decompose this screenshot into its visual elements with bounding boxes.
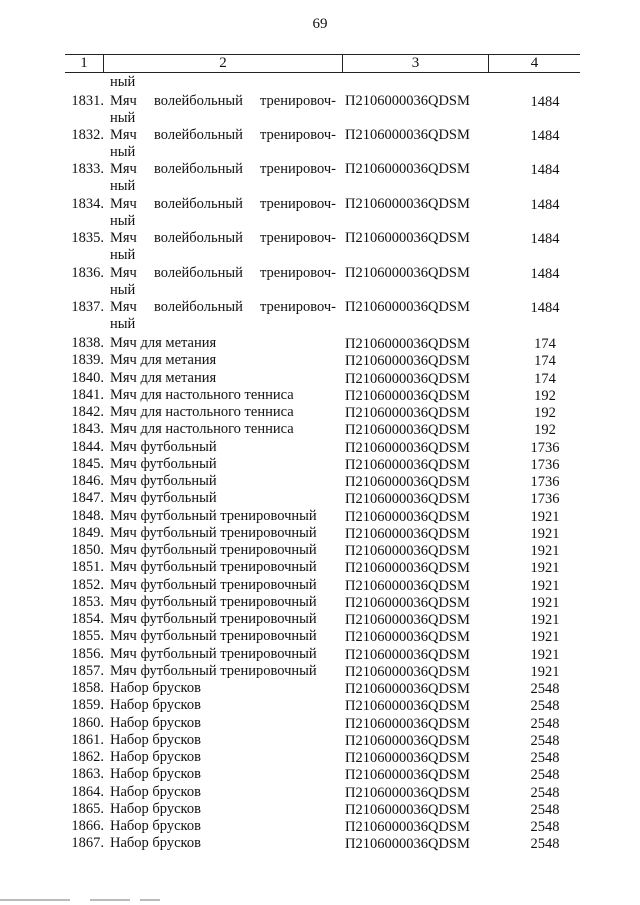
item-name: Мяч футбольный тренировочный (110, 662, 317, 679)
item-code: П2106000036QDSM (345, 387, 470, 404)
item-code: П2106000036QDSM (345, 819, 470, 835)
item-name: Мяч волейбольный тренировоч- (110, 127, 336, 143)
item-quantity: 192 (534, 405, 556, 421)
item-name: Мяч волейбольный тренировоч- (110, 299, 336, 315)
item-quantity: 2548 (530, 767, 560, 784)
item-name: Мяч футбольный тренировочный (110, 507, 317, 524)
row-number: 1865. (71, 800, 104, 817)
item-code: П2106000036QDSM (345, 161, 470, 177)
item-quantity: 174 (534, 353, 556, 370)
item-code: П2106000036QDSM (345, 422, 470, 439)
row-number: 1834. (71, 196, 104, 212)
row-number: 1836. (71, 265, 104, 281)
item-name: Набор брусков (110, 783, 201, 800)
item-quantity: 174 (534, 336, 556, 352)
item-name: Мяч футбольный тренировочный (110, 542, 317, 558)
item-code: П2106000036QDSM (345, 525, 470, 542)
row-number: 1864. (71, 783, 104, 800)
item-name: Набор брусков (110, 800, 201, 817)
item-code: П2106000036QDSM (345, 370, 470, 387)
item-name: Мяч футбольный тренировочный (110, 628, 317, 645)
item-name-continuation: ный (110, 110, 136, 126)
item-quantity: 1736 (530, 439, 560, 456)
row-number: 1857. (71, 662, 104, 679)
item-name: Мяч футбольный (110, 438, 217, 455)
item-name-continuation: ный (110, 178, 136, 194)
item-code: П2106000036QDSM (345, 646, 470, 663)
row-number: 1853. (71, 593, 104, 610)
row-number: 1841. (71, 386, 104, 403)
item-name: Мяч для настольного тенниса (110, 421, 294, 438)
item-code: П2106000036QDSM (345, 265, 470, 281)
header-col-2: 2 (104, 55, 343, 72)
item-quantity: 1484 (530, 162, 560, 178)
item-quantity: 1921 (530, 560, 560, 577)
item-name: Мяч волейбольный тренировоч- (110, 196, 336, 212)
item-name-continuation: ный (110, 213, 136, 229)
item-quantity: 1921 (530, 525, 560, 542)
item-code: П2106000036QDSM (345, 439, 470, 456)
item-code: П2106000036QDSM (345, 299, 470, 315)
row-number: 1846. (71, 473, 104, 489)
item-name: Мяч футбольный (110, 455, 217, 472)
item-code: П2106000036QDSM (345, 801, 470, 818)
item-code: П2106000036QDSM (345, 336, 470, 352)
page-number: 69 (312, 16, 328, 32)
item-code: П2106000036QDSM (345, 474, 470, 490)
item-name: Мяч для настольного тенниса (110, 404, 294, 420)
item-name: Мяч для метания (110, 352, 217, 369)
item-name: Мяч футбольный тренировочный (110, 593, 317, 610)
row-number: 1850. (71, 542, 104, 558)
row-number: 1840. (71, 369, 104, 386)
item-name: Мяч футбольный тренировочный (110, 645, 317, 662)
item-quantity: 2548 (530, 784, 560, 801)
item-name: Мяч волейбольный тренировоч- (110, 93, 336, 109)
item-code: П2106000036QDSM (345, 491, 470, 508)
item-code: П2106000036QDSM (345, 93, 470, 109)
continuation-text: ный (110, 74, 136, 90)
row-number: 1858. (71, 680, 104, 696)
row-number: 1847. (71, 490, 104, 507)
item-name: Мяч футбольный тренировочный (110, 559, 317, 576)
item-quantity: 1921 (530, 646, 560, 663)
item-name-continuation: ный (110, 282, 136, 298)
row-number: 1848. (71, 507, 104, 524)
item-quantity: 1484 (530, 300, 560, 316)
item-code: П2106000036QDSM (345, 715, 470, 732)
item-name: Мяч футбольный тренировочный (110, 576, 317, 593)
item-code: П2106000036QDSM (345, 681, 470, 697)
item-name: Набор брусков (110, 680, 201, 696)
item-name: Мяч волейбольный тренировоч- (110, 230, 336, 246)
row-number: 1851. (71, 559, 104, 576)
item-quantity: 1921 (530, 663, 560, 680)
item-code: П2106000036QDSM (345, 560, 470, 577)
item-quantity: 2548 (530, 715, 560, 732)
item-name: Мяч футбольный тренировочный (110, 611, 317, 627)
item-code: П2106000036QDSM (345, 629, 470, 646)
row-number: 1845. (71, 455, 104, 472)
item-code: П2106000036QDSM (345, 836, 470, 853)
item-name: Мяч для метания (110, 369, 217, 386)
item-name: Набор брусков (110, 714, 201, 731)
item-code: П2106000036QDSM (345, 353, 470, 370)
row-number: 1855. (71, 628, 104, 645)
item-name: Мяч для настольного тенниса (110, 386, 294, 403)
item-code: П2106000036QDSM (345, 508, 470, 525)
item-name: Набор брусков (110, 731, 201, 748)
item-quantity: 2548 (530, 698, 560, 715)
scan-edge-mark (0, 896, 640, 905)
row-number: 1863. (71, 766, 104, 783)
item-quantity: 1736 (530, 474, 560, 490)
row-number: 1861. (71, 731, 104, 748)
item-quantity: 1921 (530, 594, 560, 611)
row-number: 1835. (71, 230, 104, 246)
item-quantity: 2548 (530, 819, 560, 835)
item-name: Мяч для метания (110, 335, 217, 351)
item-name: Набор брусков (110, 766, 201, 783)
item-quantity: 2548 (530, 836, 560, 853)
item-code: П2106000036QDSM (345, 663, 470, 680)
item-quantity: 1921 (530, 543, 560, 559)
item-quantity: 2548 (530, 681, 560, 697)
row-number: 1837. (71, 299, 104, 315)
row-number: 1866. (71, 818, 104, 834)
row-number: 1862. (71, 749, 104, 765)
row-number: 1867. (71, 835, 104, 852)
item-quantity: 1484 (530, 128, 560, 144)
header-col-1: 1 (65, 55, 104, 72)
row-number: 1843. (71, 421, 104, 438)
item-name: Набор брусков (110, 835, 201, 852)
item-name: Набор брусков (110, 749, 201, 765)
row-number: 1831. (71, 93, 104, 109)
item-quantity: 2548 (530, 750, 560, 766)
row-number: 1859. (71, 697, 104, 714)
item-code: П2106000036QDSM (345, 405, 470, 421)
header-col-4: 4 (530, 55, 539, 71)
item-code: П2106000036QDSM (345, 577, 470, 594)
item-name: Мяч футбольный (110, 473, 217, 489)
item-quantity: 1921 (530, 629, 560, 646)
row-number: 1844. (71, 438, 104, 455)
item-quantity: 1484 (530, 231, 560, 247)
item-quantity: 192 (534, 387, 556, 404)
item-quantity: 1736 (530, 456, 560, 473)
item-code: П2106000036QDSM (345, 594, 470, 611)
item-name: Мяч волейбольный тренировоч- (110, 265, 336, 281)
row-number: 1854. (71, 611, 104, 627)
row-number: 1856. (71, 645, 104, 662)
row-number: 1839. (71, 352, 104, 369)
row-number: 1838. (71, 335, 104, 351)
item-quantity: 1484 (530, 94, 560, 110)
item-name: Мяч волейбольный тренировоч- (110, 161, 336, 177)
row-number: 1852. (71, 576, 104, 593)
item-code: П2106000036QDSM (345, 456, 470, 473)
item-quantity: 1921 (530, 577, 560, 594)
item-code: П2106000036QDSM (345, 767, 470, 784)
item-name-continuation: ный (110, 247, 136, 263)
item-quantity: 1484 (530, 266, 560, 282)
item-quantity: 1484 (530, 197, 560, 213)
item-name-continuation: ный (110, 144, 136, 160)
item-quantity: 174 (534, 370, 556, 387)
item-code: П2106000036QDSM (345, 230, 470, 246)
row-number: 1860. (71, 714, 104, 731)
item-code: П2106000036QDSM (345, 784, 470, 801)
row-number: 1842. (71, 404, 104, 420)
row-number: 1832. (71, 127, 104, 143)
item-quantity: 192 (534, 422, 556, 439)
item-quantity: 1736 (530, 491, 560, 508)
item-name: Мяч футбольный тренировочный (110, 524, 317, 541)
item-code: П2106000036QDSM (345, 127, 470, 143)
item-quantity: 1921 (530, 508, 560, 525)
item-quantity: 1921 (530, 612, 560, 628)
item-code: П2106000036QDSM (345, 732, 470, 749)
header-col-3: 3 (343, 55, 489, 72)
item-name: Набор брусков (110, 818, 201, 834)
item-code: П2106000036QDSM (345, 698, 470, 715)
item-code: П2106000036QDSM (345, 750, 470, 766)
item-code: П2106000036QDSM (345, 543, 470, 559)
item-name: Мяч футбольный (110, 490, 217, 507)
item-code: П2106000036QDSM (345, 196, 470, 212)
row-number: 1833. (71, 161, 104, 177)
item-code: П2106000036QDSM (345, 612, 470, 628)
item-name-continuation: ный (110, 316, 136, 332)
item-quantity: 2548 (530, 801, 560, 818)
item-quantity: 2548 (530, 732, 560, 749)
table-header (65, 54, 580, 73)
item-name: Набор брусков (110, 697, 201, 714)
row-number: 1849. (71, 524, 104, 541)
